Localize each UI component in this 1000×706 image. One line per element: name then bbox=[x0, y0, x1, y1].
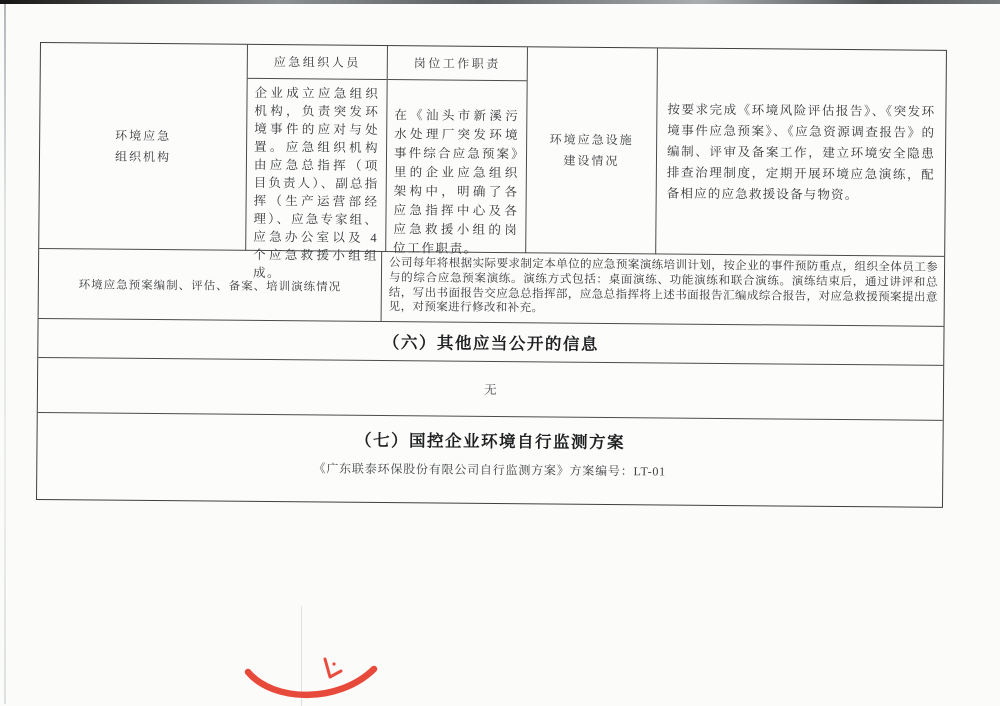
facility-label-line1: 环境应急设施 bbox=[549, 132, 634, 148]
stamp-arc-path bbox=[248, 669, 374, 695]
section6-heading: （六）其他应当公开的信息 bbox=[382, 333, 599, 354]
cell-duty bbox=[386, 46, 528, 256]
section6-content-row bbox=[38, 358, 943, 421]
row-plan-training bbox=[39, 249, 945, 327]
section6-content: 无 bbox=[484, 382, 497, 397]
section7-row bbox=[37, 413, 943, 507]
cell-org-label bbox=[39, 43, 248, 251]
row-emergency-organization bbox=[39, 43, 946, 281]
duty-text: 在《汕头市新溪污水处理厂突发环境事件综合应急预案》里的企业应急组织架构中，明确了各应急指挥中心及各应急救援小组的岗位工作职责。 bbox=[393, 108, 520, 256]
facility-label-line2: 建设情况 bbox=[563, 153, 620, 169]
stamp-mark-dot bbox=[332, 662, 335, 665]
section7-subtitle: 《广东联泰环保股份有限公司自行监测方案》方案编号：LT-01 bbox=[313, 461, 667, 479]
org-label-line2: 组织机构 bbox=[114, 149, 172, 165]
stamp-mark-path bbox=[325, 659, 341, 677]
scan-top-edge bbox=[0, 0, 1000, 4]
disclosure-table bbox=[36, 42, 947, 508]
cell-personnel bbox=[246, 45, 388, 281]
plan-label: 环境应急预案编制、评估、备案、培训演练情况 bbox=[39, 249, 383, 321]
personnel-text: 企业成立应急组织机构，负责突发环境事件的应对与处置。应急组织机构由应急总指挥（项目负责人）、副总指挥（生产运营部经理）、应急专家组、应急办公室以及 4 个应急救援小组组成。 bbox=[252, 85, 380, 281]
header-personnel: 应急组织人员 bbox=[248, 45, 387, 80]
cell-facility-text bbox=[656, 48, 946, 257]
section7-heading: （七）国控企业环境自行监测方案 bbox=[354, 430, 626, 453]
plan-text: 公司每年将根据实际要求制定本单位的应急预案演练培训计划，按企业的事件预防重点，组织全体员工参与的综合应急预案演练。演练方式包括：桌面演练、功能演练和联合演练。演练结束后，通过讲评和总结，写出书面报告交应急总指挥部，应急总指挥将上述书面报告汇编成综合报告，对应急救援预案提出意见，对预案进行修改和补充。 bbox=[388, 257, 939, 315]
org-label-line1: 环境应急 bbox=[115, 128, 172, 144]
facility-text: 按要求完成《环境风险评估报告》、《突发环境事件应急预案》、《应急资源调查报告》的编制、评审及备案工作，建立环境安全隐患排查治理制度，定期开展环境应急演练，配备相应的应急救援设备与物资。 bbox=[666, 101, 936, 202]
cell-facility-label bbox=[526, 47, 658, 254]
scan-left-edge bbox=[4, 4, 6, 704]
stamp-arc bbox=[238, 648, 388, 706]
header-duty: 岗位工作职责 bbox=[388, 46, 527, 81]
